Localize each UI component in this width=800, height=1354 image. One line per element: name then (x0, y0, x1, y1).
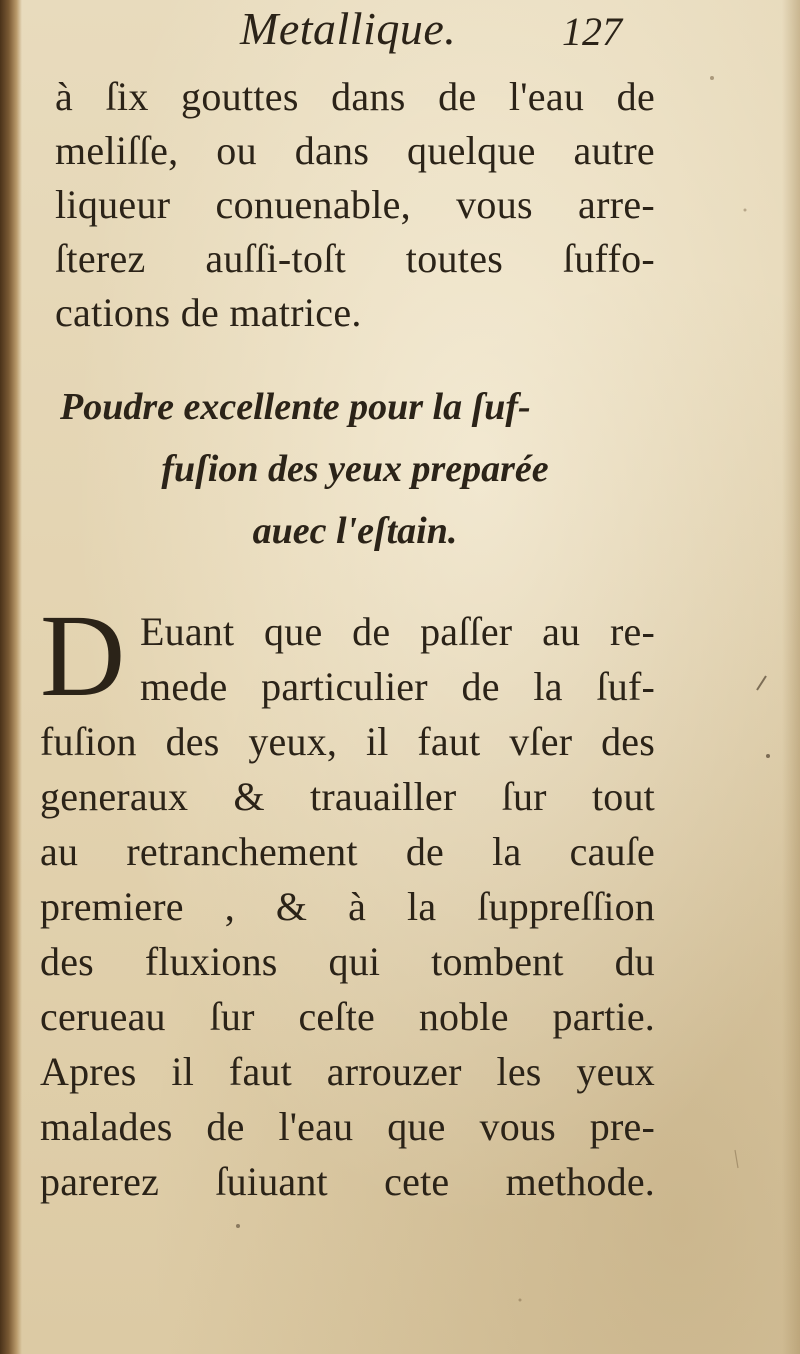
text-line: au retranchement de la cauſe (40, 829, 655, 874)
paragraph-body (40, 590, 655, 1209)
text-line: des fluxions qui tombent du (40, 939, 655, 984)
book-binding-gutter (0, 0, 22, 1354)
running-head: Metallique. (240, 3, 457, 54)
text-line: Apres il faut arrouzer les yeux (40, 1049, 655, 1094)
dropcap-block (40, 590, 655, 721)
page-header (0, 2, 800, 62)
text-line: ſterez auſſi-toſt toutes ſuffo- (55, 236, 655, 281)
text-line: meliſſe, ou dans quelque autre (55, 128, 655, 173)
text-line: generaux & trauailler ſur tout (40, 774, 655, 819)
section-heading (60, 376, 650, 562)
heading-line: fuſion des yeux preparée (161, 448, 549, 490)
text-line: à ſix gouttes dans de l'eau de (55, 74, 655, 119)
text-line: liqueur conuenable, vous arre- (55, 182, 655, 227)
drop-cap-letter: D (40, 590, 126, 721)
text-line: fuſion des yeux, il faut vſer des (40, 719, 655, 764)
text-line: mede particulier de la ſuf- (140, 664, 655, 709)
paragraph-continuation (55, 70, 655, 340)
page-edge-shadow (782, 0, 800, 1354)
page-number: 127 (562, 9, 622, 54)
text-line: cerueau ſur ceſte noble partie. (40, 994, 655, 1039)
text-line: Euant que de paſſer au re- (140, 609, 655, 654)
text-line: malades de l'eau que vous pre- (40, 1104, 655, 1149)
text-line: premiere , & à la ſuppreſſion (40, 884, 655, 929)
text-line: cations de matrice. (55, 290, 362, 335)
text-line: parerez ſuiuant cete methode. (40, 1159, 655, 1204)
heading-line: Poudre excellente pour la ſuf- (60, 386, 531, 428)
heading-line: auec l'eſtain. (252, 510, 458, 552)
